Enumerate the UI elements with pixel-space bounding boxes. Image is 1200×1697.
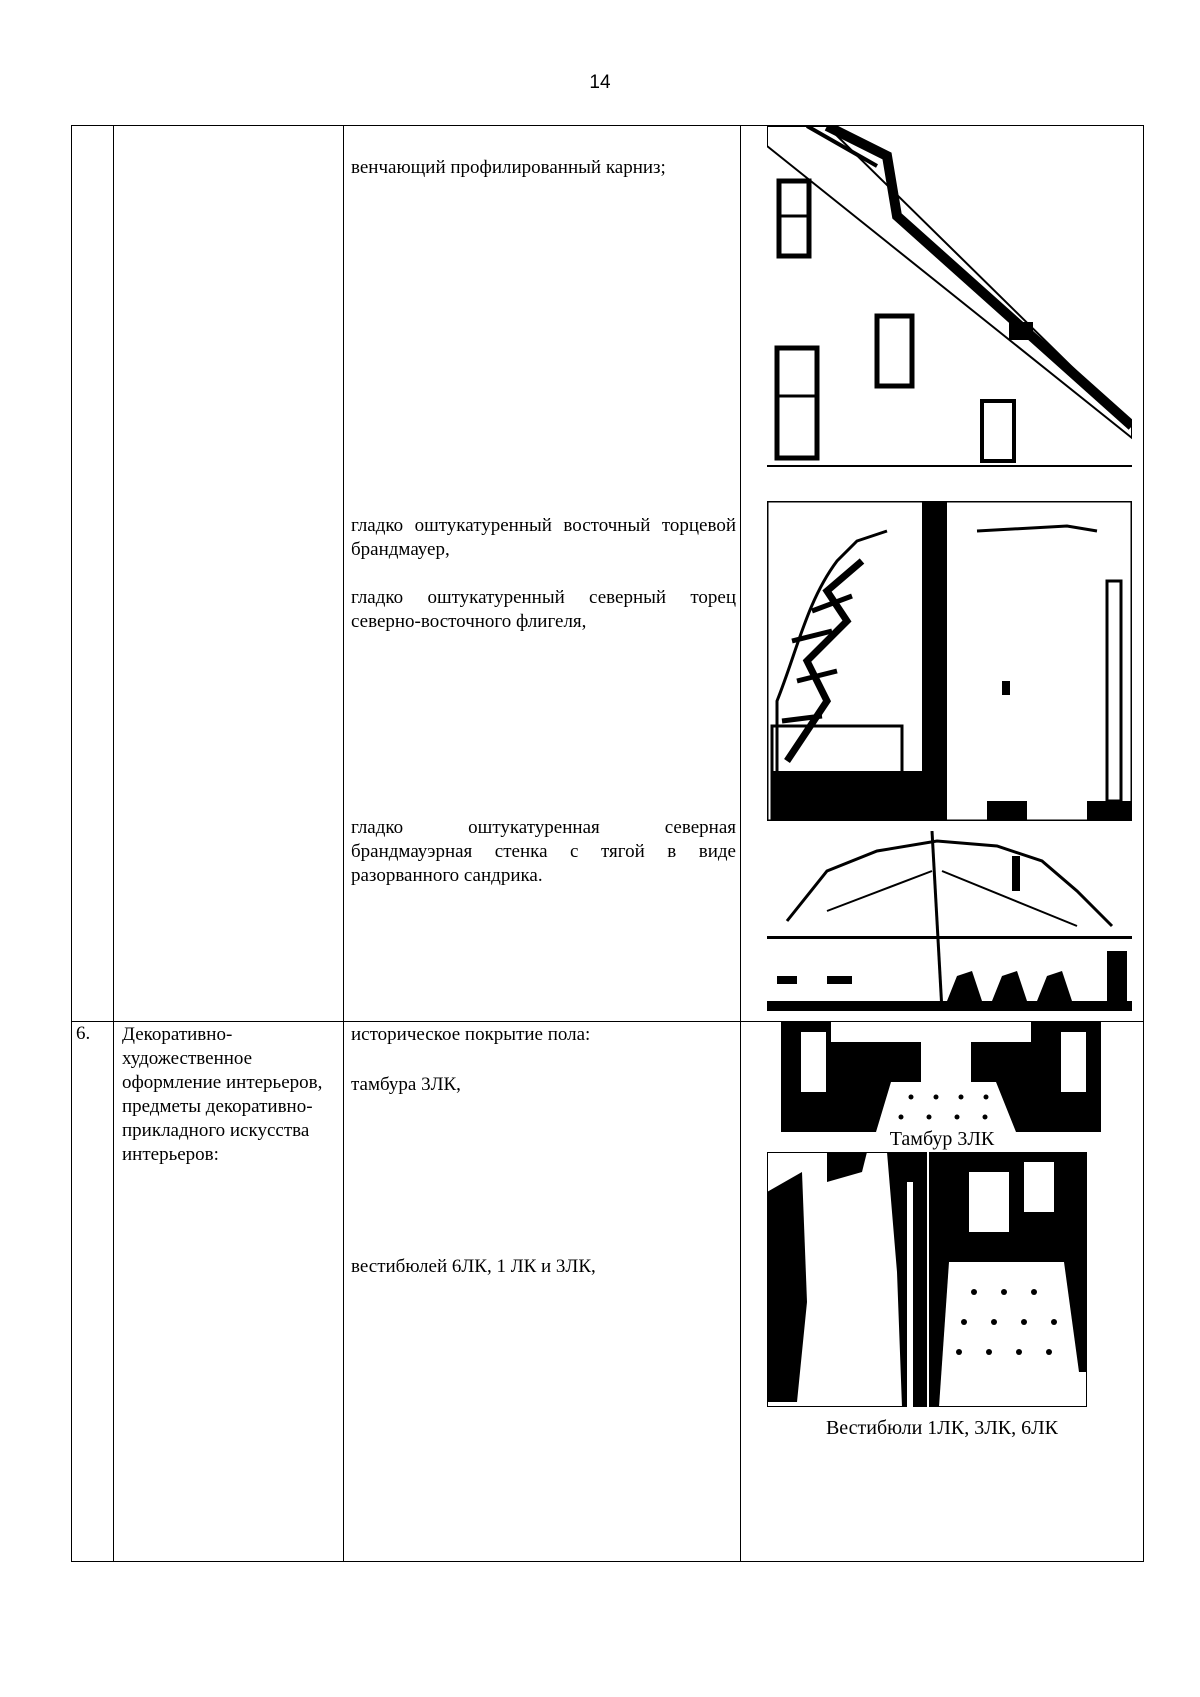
page-number: 14 [589,72,611,93]
cornice-photo [767,126,1132,476]
row-number: 6. [76,1023,91,1044]
feature-name-cell [114,1022,344,1562]
description-cell [344,126,741,1022]
description-east-firewall: гладко оштукатуренный восточный торцевой брандмауер, [351,515,736,560]
description-cornice: венчающий профилированный карниз; [351,157,666,178]
table-row [72,126,1144,1022]
description-cell [344,1022,741,1562]
description-historic-floor: историческое покрытие пола: [351,1024,591,1045]
row-number-cell [72,1022,114,1562]
monument-features-table [71,125,1144,1562]
description-north-wing-end: гладко оштукатуренный северный торец северно-восточного флигеля, [351,587,736,632]
lobby-floor-photo-left [767,1152,927,1407]
tambour-floor-photo [781,1022,1101,1132]
feature-name-cell [114,126,344,1022]
row-number [72,126,113,128]
photo-cell [741,1022,1144,1562]
description-north-firewall-wall: гладко оштукатуренная северная брандмауэрная стенка с тягой в виде разорванного сандрика. [351,817,736,886]
feature-name [114,126,343,127]
tambour-caption: Тамбур 3ЛК [889,1128,995,1150]
photo-cell [741,126,1144,1022]
table-row [72,1022,1144,1562]
lobbies-caption: Вестибюли 1ЛК, 3ЛК, 6ЛК [825,1417,1059,1439]
north-firewall-wall-photo [767,831,1132,1011]
feature-name: Декоративно-художественное оформление интерьеров, предметы декоративно-прикладного искусства интерьеров: [122,1024,323,1165]
lobby-floor-photo-right [929,1152,1087,1407]
east-firewall-photo [767,501,1132,821]
row-number-cell [72,126,114,1022]
description-vestibule-3lk: тамбура 3ЛК, [351,1074,461,1095]
description-lobbies: вестибюлей 6ЛК, 1 ЛК и 3ЛК, [351,1256,596,1277]
